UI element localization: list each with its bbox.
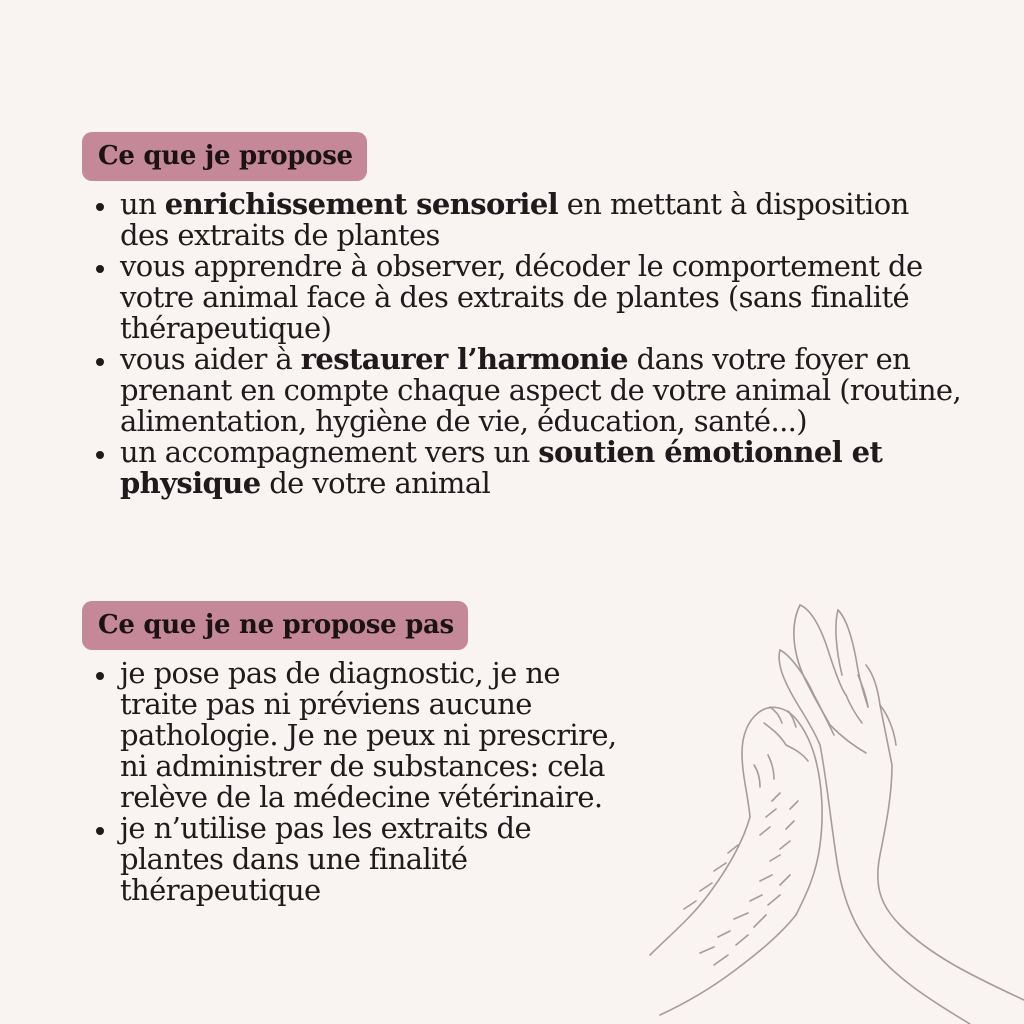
offer-item-text: vous apprendre à observer, décoder le comportement de votre animal face à des extraits de plantes (sans finalité thérapeutique) bbox=[120, 249, 923, 345]
offer-item-observe-behavior bbox=[82, 251, 962, 344]
not-offer-list bbox=[82, 658, 642, 906]
offer-item-restore-harmony bbox=[82, 344, 962, 437]
offer-item-text: un accompagnement vers un bbox=[120, 435, 539, 469]
not-offer-item-text: je pose pas de diagnostic, je ne traite pas ni préviens aucune pathologie. Je ne peux ni prescrire, ni administrer de substances: cela relève de la médecine vétérinaire. bbox=[120, 656, 617, 814]
offer-item-text: dans votre foyer en prenant en compte chaque aspect de votre animal (routine, alimentation, hygiène de vie, éducation, santé...) bbox=[120, 342, 962, 438]
offer-list bbox=[82, 189, 962, 499]
offer-item-text: de votre animal bbox=[260, 466, 491, 500]
offer-item-text: un bbox=[120, 187, 165, 221]
offer-item-sensory-enrichment bbox=[82, 189, 962, 251]
offer-item-emotional-support bbox=[82, 437, 962, 499]
not-offer-item-no-diagnosis bbox=[82, 658, 642, 813]
offer-item-text: en mettant à disposition des extraits de plantes bbox=[120, 187, 909, 252]
not-offer-item-no-therapeutic-use bbox=[82, 813, 642, 906]
offer-item-highlight: restaurer l’harmonie bbox=[300, 342, 628, 376]
paw-and-hand-high-five-icon bbox=[630, 595, 1024, 1024]
offer-item-text: vous aider à bbox=[120, 342, 301, 376]
section-label-what-i-do-not-offer: Ce que je ne propose pas bbox=[82, 601, 468, 650]
section-what-i-offer bbox=[82, 132, 962, 499]
not-offer-item-text: je n’utilise pas les extraits de plantes dans une finalité thérapeutique bbox=[120, 811, 532, 907]
offer-item-highlight: soutien émotionnel et physique bbox=[120, 435, 883, 500]
offer-item-highlight: enrichissement sensoriel bbox=[164, 187, 559, 221]
section-what-i-do-not-offer bbox=[82, 601, 642, 906]
section-label-what-i-offer: Ce que je propose bbox=[82, 132, 367, 181]
